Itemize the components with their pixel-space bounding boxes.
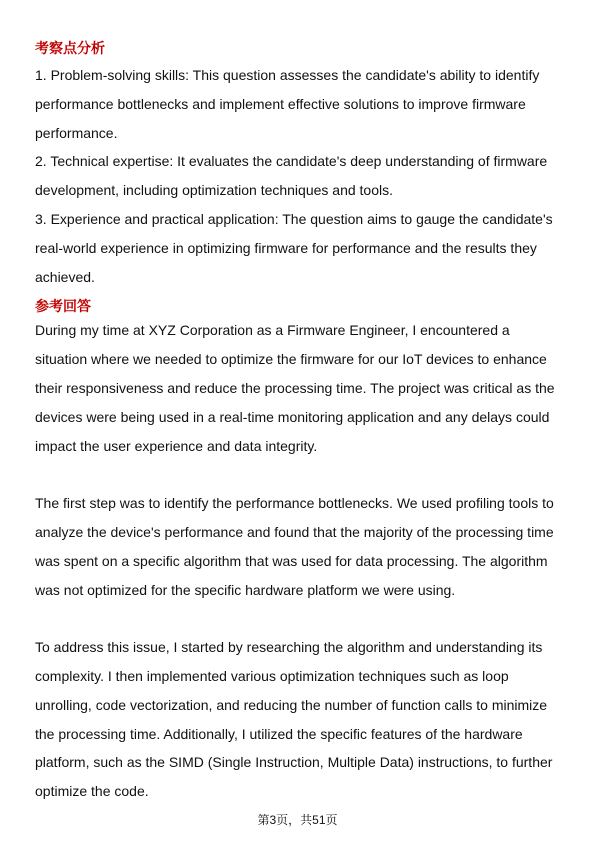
- analysis-item-1: 1. Problem-solving skills: This question assesses the candidate's ability to identify performance bottlenecks and implement effective solutions to improve firmware performance.: [35, 67, 540, 141]
- section-heading-reference-answer: 参考回答: [35, 298, 91, 315]
- document-page: [35, 37, 565, 806]
- answer-paragraph-3: To address this issue, I started by researching the algorithm and understanding its complexity. I then implemented various optimization techniques such as loop unrolling, code vectorization, and reducing the number of function calls to minimize the processing time. Additionally, I utilized the specific features of the hardware platform, such as the SIMD (Single Instruction, Multiple Data) instructions, to further optimize the code.: [35, 639, 553, 800]
- answer-paragraph-2: The first step was to identify the performance bottlenecks. We used profiling tools to analyze the device's performance and found that the majority of the processing time was spent on a specific algorithm that was used for data processing. The algorithm was not optimized for the specific hardware platform we were using.: [35, 495, 554, 598]
- analysis-item-3: 3. Experience and practical application: The question aims to gauge the candidate's real-world experience in optimizing firmware for performance and the results they achieved.: [35, 210, 553, 285]
- analysis-item-2: 2. Technical expertise: It evaluates the candidate's deep understanding of firmware development, including optimization techniques and tools.: [35, 153, 548, 199]
- section-heading-analysis: 考察点分析: [35, 40, 105, 56]
- page-number: 第3页，共51页: [257, 813, 338, 827]
- answer-paragraph-1: During my time at XYZ Corporation as a Firmware Engineer, I encountered a situation where we needed to optimize the firmware for our IoT devices to enhance their responsiveness and reduce the processing time. The project was critical as the devices were being used in a real-time monitoring application and any delays could impact the user experience and data integrity.: [35, 322, 555, 454]
- paragraph-spacer: [35, 460, 565, 489]
- paragraph-spacer: [35, 604, 565, 633]
